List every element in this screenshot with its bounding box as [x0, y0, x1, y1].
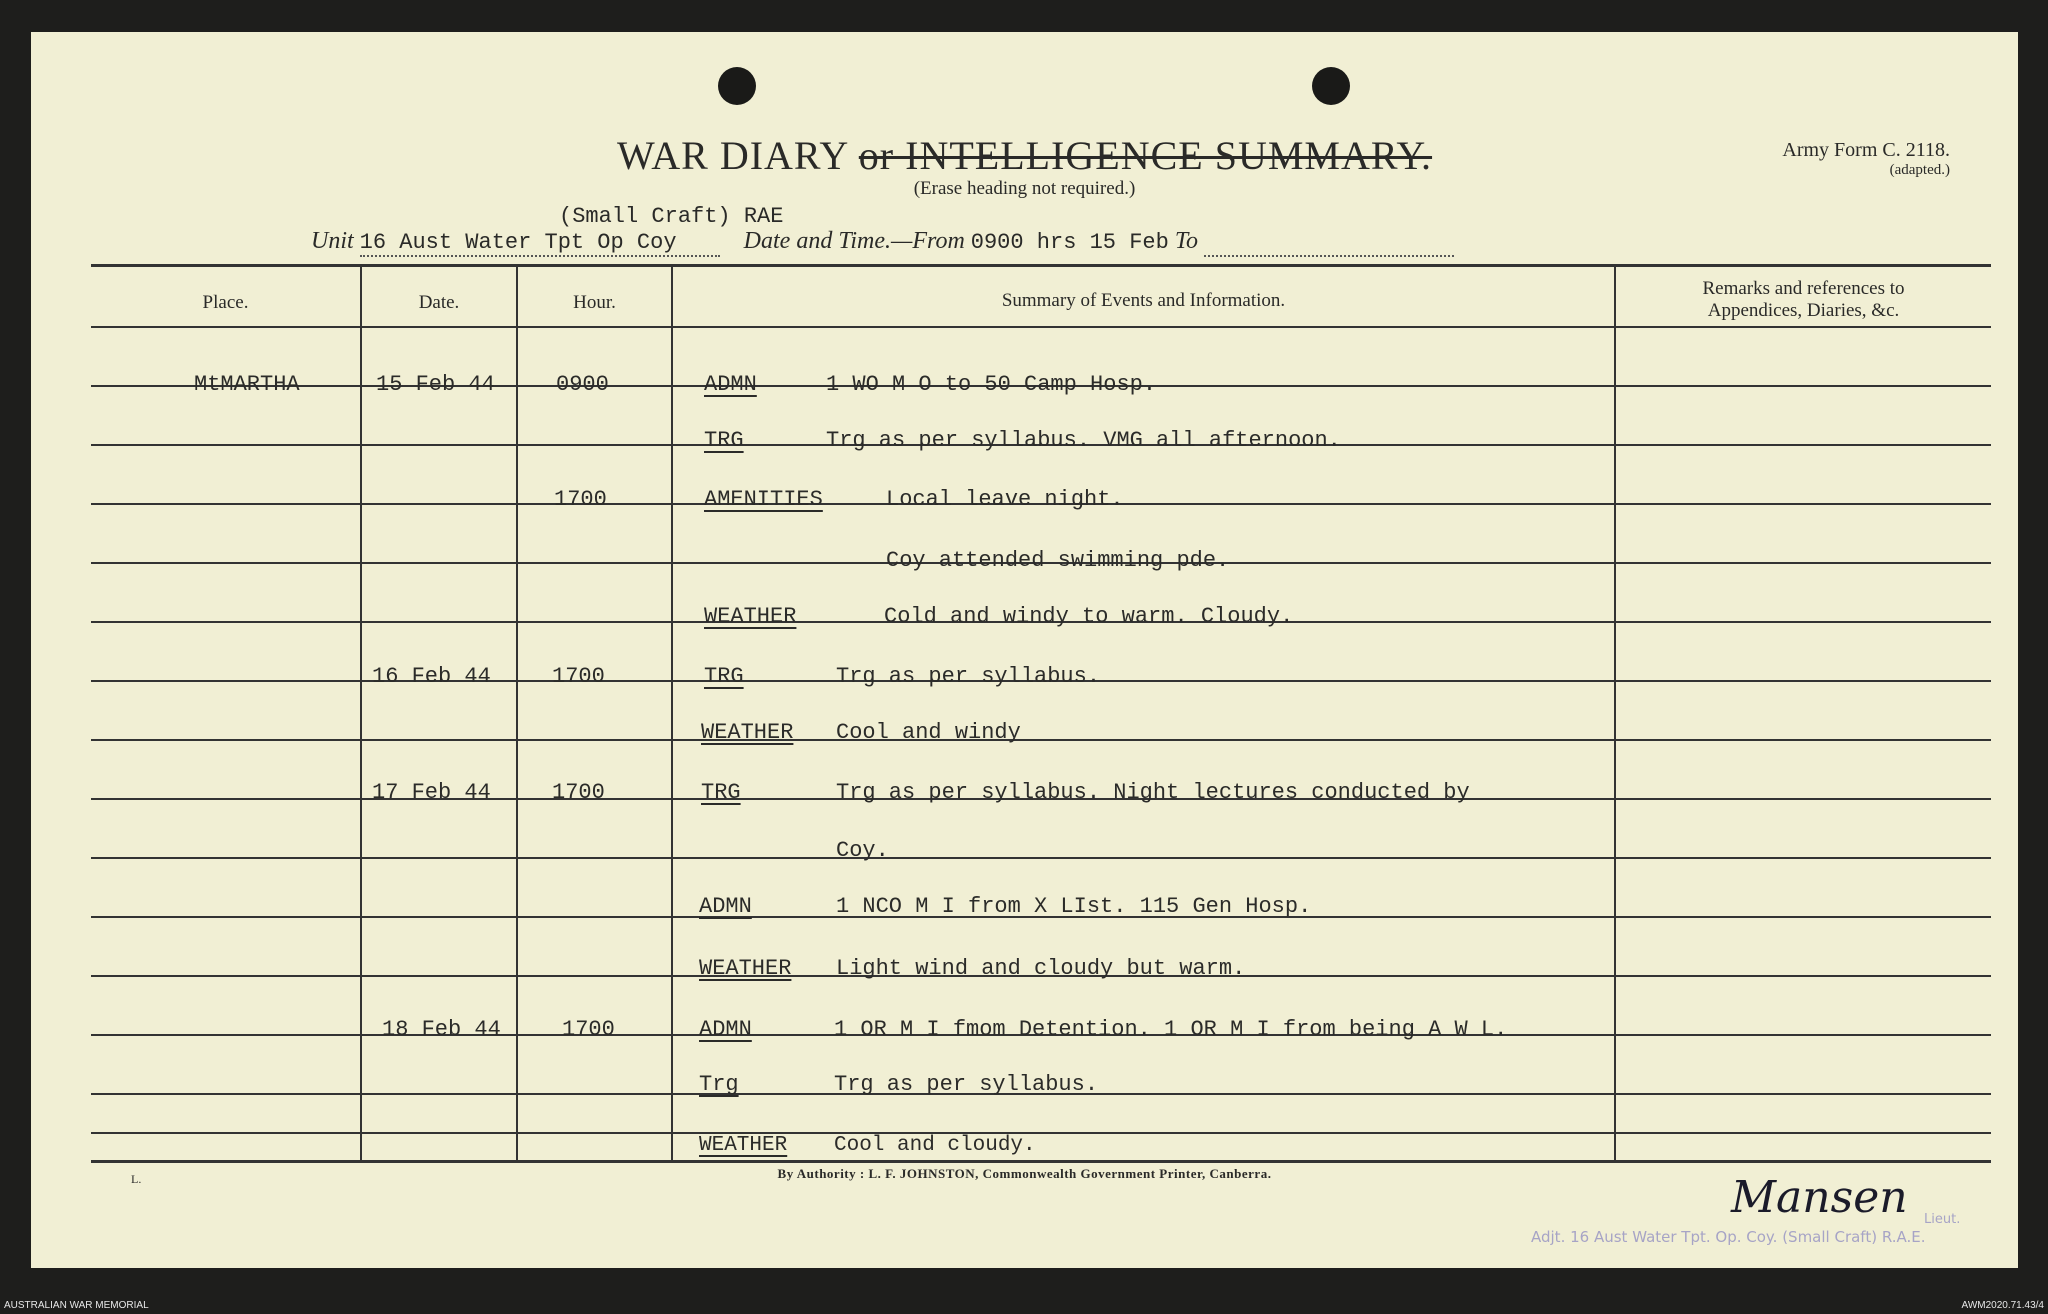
unit-row — [311, 228, 1454, 257]
row-11-category: WEATHER — [699, 956, 792, 981]
table-top-rule — [91, 264, 1991, 267]
row-1-place: MtMARTHA — [194, 372, 300, 397]
army-form-sub: (adapted.) — [1889, 162, 1950, 178]
small-craft-note: (Small Craft) RAE — [559, 204, 784, 229]
unit-label: Unit — [311, 228, 354, 254]
unit-value: 16 Aust Water Tpt Op Coy — [360, 230, 720, 257]
row-1-text: 1 WO M O to 50 Camp Hosp. — [826, 372, 1157, 397]
row-12-hour: 1700 — [562, 1017, 615, 1042]
row-10-category: ADMN — [699, 894, 752, 919]
row-rule — [91, 739, 1991, 741]
army-form-label — [1782, 140, 1950, 180]
row-rule — [91, 1132, 1991, 1134]
row-2-category: TRG — [704, 428, 744, 453]
header-remarks-line2: Appendices, Diaries, &c. — [1707, 300, 1900, 321]
title-struck: or INTELLIGENCE SUMMARY. — [858, 133, 1433, 178]
row-12-category: ADMN — [699, 1017, 752, 1042]
header-place: Place. — [202, 292, 249, 313]
header-remarks-line1: Remarks and references to — [1702, 278, 1905, 299]
date-label: Date and Time.—From — [743, 228, 965, 254]
row-8-date: 17 Feb 44 — [372, 780, 491, 805]
signature: Mansen — [1731, 1172, 1908, 1223]
war-diary-sheet — [31, 32, 2018, 1268]
row-3-hour: 1700 — [554, 487, 607, 512]
row-6-hour: 1700 — [552, 664, 605, 689]
archive-caption-left: AUSTRALIAN WAR MEMORIAL — [4, 1300, 149, 1311]
form-title — [31, 132, 2018, 179]
row-8-hour: 1700 — [552, 780, 605, 805]
row-1-date: 15 Feb 44 — [376, 372, 495, 397]
adjutant-stamp: Adjt. 16 Aust Water Tpt. Op. Coy. (Small Craft) R.A.E. — [1531, 1228, 1926, 1246]
header-rule — [91, 326, 1991, 328]
row-8-category: TRG — [701, 780, 741, 805]
erase-note: (Erase heading not required.) — [913, 178, 1136, 199]
row-13-text: Trg as per syllabus. — [834, 1072, 1099, 1097]
punch-hole — [1312, 67, 1350, 105]
row-14-category: WEATHER — [699, 1134, 788, 1157]
header-summary: Summary of Events and Information. — [1001, 290, 1286, 311]
lieut-stamp: Lieut. — [1924, 1212, 1961, 1227]
row-14-text: Cool and cloudy. — [834, 1134, 1036, 1157]
row-8-text: Trg as per syllabus. Night lectures conducted by — [836, 780, 1470, 805]
form-l-mark: L. — [131, 1172, 142, 1186]
to-label: To — [1174, 228, 1198, 254]
archive-caption-right: AWM2020.71.43/4 — [1961, 1300, 2044, 1311]
row-13-category: Trg — [699, 1072, 739, 1097]
row-4-text: Coy attended swimming pde. — [886, 548, 1230, 573]
header-date: Date. — [418, 292, 460, 313]
col-divider-date — [516, 267, 518, 1160]
row-9-text: Coy. — [836, 838, 889, 863]
punch-hole — [718, 67, 756, 105]
row-1-hour: 0900 — [556, 372, 609, 397]
row-5-category: WEATHER — [704, 604, 797, 629]
col-divider-place — [360, 267, 362, 1160]
row-1-category: ADMN — [704, 372, 757, 397]
printer-authority: By Authority : L. F. JOHNSTON, Commonwealth Government Printer, Canberra. — [777, 1166, 1272, 1181]
row-7-category: WEATHER — [701, 720, 794, 745]
col-divider-hour — [671, 267, 673, 1160]
row-5-text: Cold and windy to warm. Cloudy. — [884, 604, 1294, 629]
header-hour: Hour. — [573, 292, 616, 313]
row-3-category: AMENITIES — [704, 487, 823, 512]
row-6-date: 16 Feb 44 — [372, 664, 491, 689]
row-6-text: Trg as per syllabus. — [836, 664, 1101, 689]
army-form-number: Army Form C. 2118. — [1782, 139, 1950, 161]
row-2-text: Trg as per syllabus. VMG all afternoon. — [826, 428, 1341, 453]
row-rule — [91, 857, 1991, 859]
col-divider-summary — [1614, 267, 1616, 1160]
date-from: 0900 hrs 15 Feb — [970, 230, 1169, 255]
title-main: WAR DIARY — [616, 133, 848, 178]
row-3-text: Local leave night. — [886, 487, 1124, 512]
table-bottom-rule — [91, 1160, 1991, 1163]
row-12-date: 18 Feb 44 — [382, 1017, 501, 1042]
row-6-category: TRG — [704, 664, 744, 689]
date-to-blank — [1204, 228, 1454, 257]
row-10-text: 1 NCO M I from X LIst. 115 Gen Hosp. — [836, 894, 1312, 919]
row-11-text: Light wind and cloudy but warm. — [836, 956, 1246, 981]
row-7-text: Cool and windy — [836, 720, 1021, 745]
row-12-text: 1 OR M I fmom Detention. 1 OR M I from being A W L. — [834, 1017, 1508, 1042]
header-remarks — [1616, 278, 1991, 322]
